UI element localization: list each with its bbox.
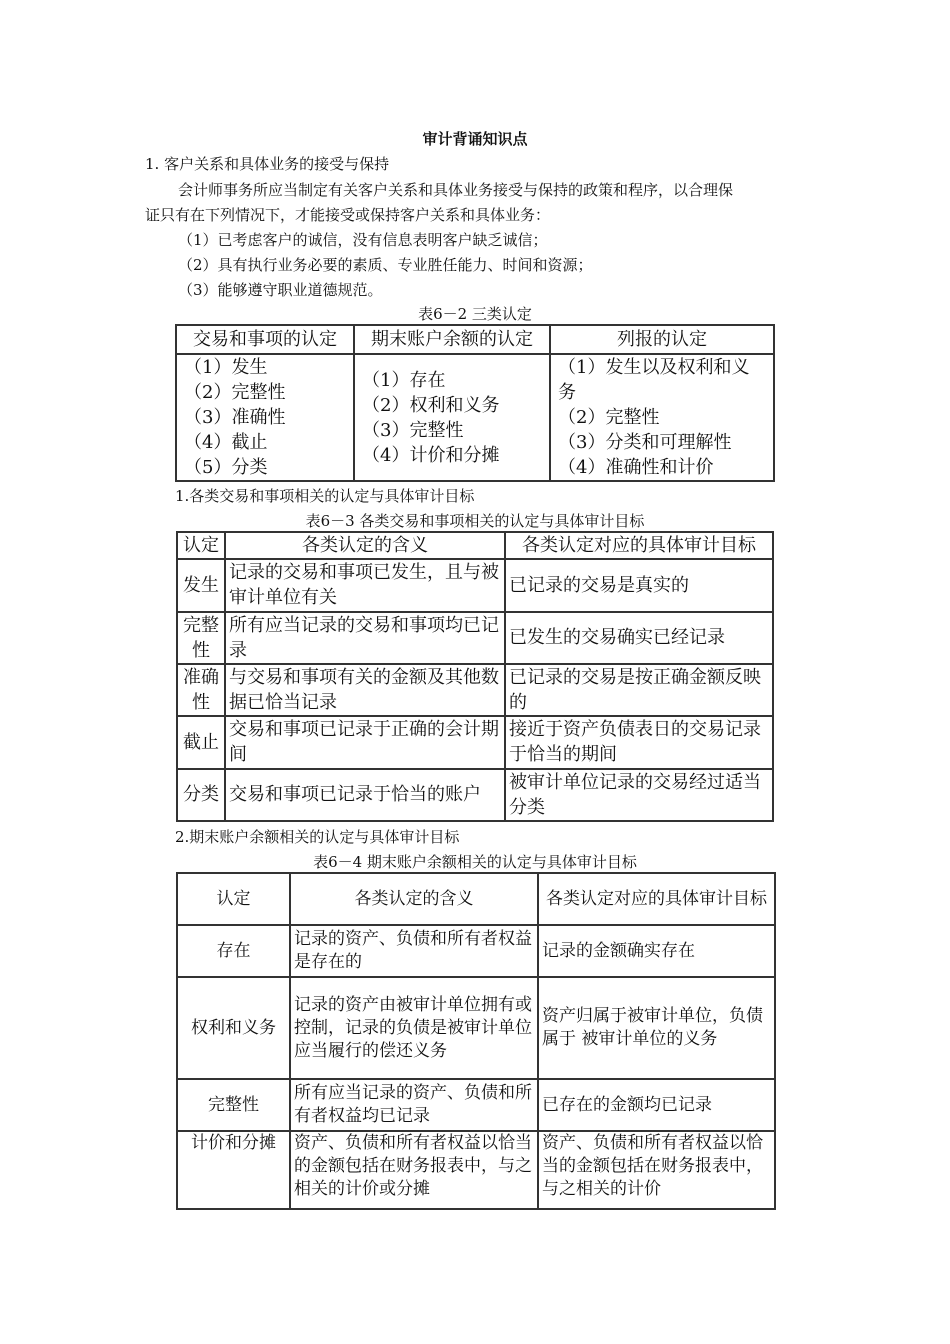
header-cell: 认定 [177, 532, 225, 559]
header-cell: 各类认定对应的具体审计目标 [538, 873, 775, 925]
assertion-list-cell [176, 354, 354, 481]
list-item: （5）分类 [184, 457, 268, 478]
assertion-cell: 准确性 [177, 664, 225, 716]
list-item: （1）发生以及权利和义务 [558, 357, 750, 403]
table-header-row [176, 325, 774, 354]
meaning-cell: 所有应当记录的交易和事项均已记录 [225, 612, 505, 664]
table-row [177, 716, 773, 768]
table-row [176, 354, 774, 481]
list-item: （3）准确性 [184, 407, 286, 428]
table-header-row [177, 873, 775, 925]
header-cell: 各类认定的含义 [225, 532, 505, 559]
list-item: （3）分类和可理解性 [558, 432, 732, 453]
list-item: （2）完整性 [558, 407, 660, 428]
list-item: （1）发生 [184, 357, 268, 378]
meaning-cell: 交易和事项已记录于正确的会计期间 [225, 716, 505, 768]
meaning-cell: 记录的资产、负债和所有者权益是存在的 [290, 925, 538, 977]
objective-cell: 已存在的金额均已记录 [538, 1079, 775, 1131]
condition-item: （2）具有执行业务必要的素质、专业胜任能力、时间和资源； [178, 256, 593, 274]
table-row [177, 1079, 775, 1131]
meaning-cell: 所有应当记录的资产、负债和所有者权益均已记录 [290, 1079, 538, 1131]
list-item: （2）权利和义务 [362, 394, 500, 416]
section-heading-client-acceptance: 1. 客户关系和具体业务的接受与保持 [145, 155, 390, 173]
assertion-cell: 分类 [177, 769, 225, 821]
assertion-cell: 计价和分摊 [177, 1131, 290, 1209]
assertion-cell: 权利和义务 [177, 977, 290, 1079]
table-6-4 [176, 872, 776, 1210]
list-item: （1）存在 [362, 369, 446, 391]
meaning-cell: 记录的交易和事项已发生，且与被审计单位有关 [225, 559, 505, 611]
condition-item: （3）能够遵守职业道德规范。 [178, 281, 383, 299]
table-row [177, 977, 775, 1079]
objective-cell: 已记录的交易是真实的 [505, 559, 773, 611]
table-6-3-caption: 表6－3 各类交易和事项相关的认定与具体审计目标 [305, 512, 645, 530]
meaning-cell: 记录的资产由被审计单位拥有或控制，记录的负债是被审计单位应当履行的偿还义务 [290, 977, 538, 1079]
list-item: （4）准确性和计价 [558, 457, 714, 478]
objective-cell: 已记录的交易是按正确金额反映的 [505, 664, 773, 716]
assertion-list-cell [354, 354, 550, 481]
table-6-2 [175, 324, 775, 482]
condition-item: （1）已考虑客户的诚信，没有信息表明客户缺乏诚信； [178, 231, 548, 249]
table-6-2-caption: 表6－2 三类认定 [418, 305, 532, 323]
header-cell: 各类认定对应的具体审计目标 [505, 532, 773, 559]
objective-cell: 记录的金额确实存在 [538, 925, 775, 977]
header-cell: 期末账户余额的认定 [354, 325, 550, 354]
header-cell: 认定 [177, 873, 290, 925]
list-item: （2）完整性 [184, 382, 286, 403]
assertion-cell: 完整性 [177, 1079, 290, 1131]
list-item: （3）完整性 [362, 419, 464, 441]
meaning-cell: 资产、负债和所有者权益以恰当的金额包括在财务报表中，与之相关的计价或分摊 [290, 1131, 538, 1209]
document-title: 审计背诵知识点 [422, 130, 528, 148]
table-row [177, 925, 775, 977]
table-header-row [177, 532, 773, 559]
assertion-cell: 完整性 [177, 612, 225, 664]
assertion-list-cell [550, 354, 774, 481]
header-cell: 交易和事项的认定 [176, 325, 354, 354]
objective-cell: 资产、负债和所有者权益以恰当的金额包括在财务报表中，与之相关的计价 [538, 1131, 775, 1209]
table-row [177, 1131, 775, 1209]
header-cell: 各类认定的含义 [290, 873, 538, 925]
objective-cell: 资产归属于被审计单位，负债属于 被审计单位的义务 [538, 977, 775, 1079]
assertion-cell: 截止 [177, 716, 225, 768]
table-6-3 [176, 531, 774, 822]
paragraph-line-2: 证只有在下列情况下，才能接受或保持客户关系和具体业务： [145, 206, 551, 224]
list-item: （4）截止 [184, 432, 268, 453]
meaning-cell: 交易和事项已记录于恰当的账户 [225, 769, 505, 821]
table-6-4-caption: 表6－4 期末账户余额相关的认定与具体审计目标 [313, 853, 637, 871]
table-row [177, 769, 773, 821]
paragraph-line-1: 会计师事务所应当制定有关客户关系和具体业务接受与保持的政策和程序，以合理保 [178, 181, 734, 199]
list-item: （4）计价和分摊 [362, 444, 500, 466]
objective-cell: 接近于资产负债表日的交易记录于恰当的期间 [505, 716, 773, 768]
meaning-cell: 与交易和事项有关的金额及其他数据已恰当记录 [225, 664, 505, 716]
objective-cell: 已发生的交易确实已经记录 [505, 612, 773, 664]
objective-cell: 被审计单位记录的交易经过适当分类 [505, 769, 773, 821]
assertion-cell: 发生 [177, 559, 225, 611]
table-row [177, 664, 773, 716]
header-cell: 列报的认定 [550, 325, 774, 354]
section-heading-balances: 2.期末账户余额相关的认定与具体审计目标 [175, 828, 460, 846]
section-heading-transactions: 1.各类交易和事项相关的认定与具体审计目标 [175, 487, 475, 505]
table-row [177, 559, 773, 611]
assertion-cell: 存在 [177, 925, 290, 977]
table-row [177, 612, 773, 664]
